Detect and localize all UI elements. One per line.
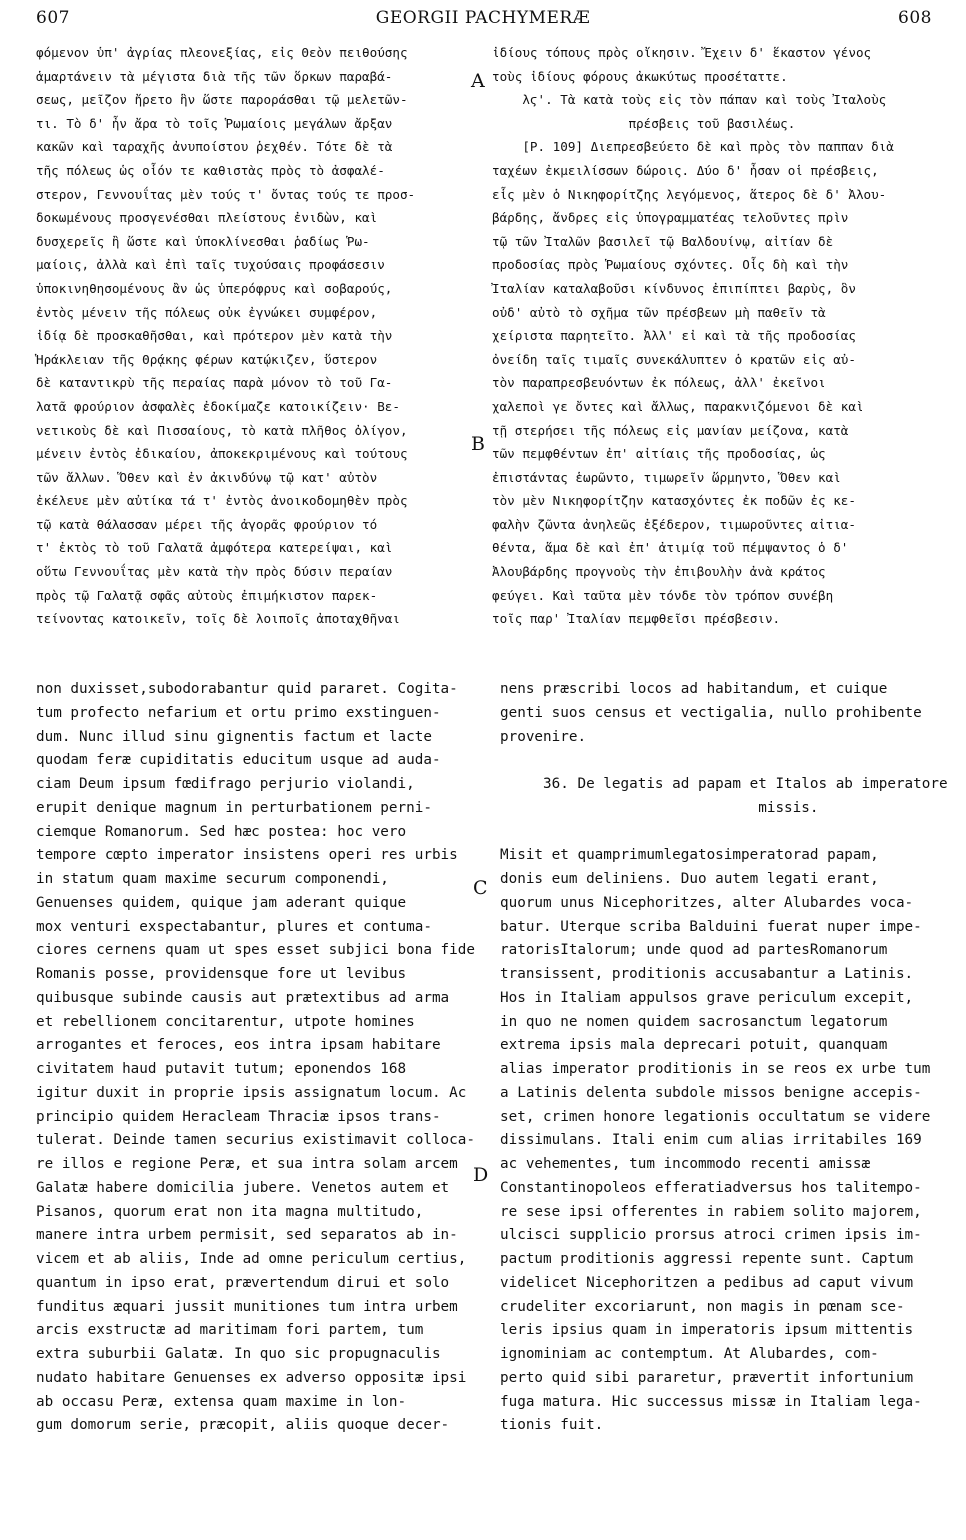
running-title: GEORGII PACHYMERÆ <box>375 8 591 28</box>
latin-column-left: non duxisset,subodorabantur quid pararet. Cogita- tum profecto nefarium et ortu primo exstinguen- dum. Nunc illud sinu gignentis factum et lacte quodam feræ cupiditatis educitum usque ad auda- ciam Deum ipsum fœdifrago perjurio violandi, erupit denique magnum in perturbationem perni- ciemque Romanorum. Sed hæc postea: hoc vero tempore cœpto imperator insistens operi res urbis in statum quam maxime securum componendi, Genuenses quidem, quique jam aderant quique mox venturi exspectabantur, plures et contuma- ciores cernens quam ut spes esset subjici bona fide Romanis posse, providensque fore ut levibus quibusque subinde causis aut prætextibus ad arma et rebellionem concitarentur, utpote homines arrogantes et feroces, eos intra ipsam habitare civitatem haud putavit tutum; eponendos 168 igitur duxit in proprie ipsis assignatum locum. Ac principio quidem Heracleam Thraciæ ipsos trans- tulerat. Deinde tamen securius existimavit colloca- re illos e regione Peræ, et sua intra solam arcem Galatæ habere domicilia jubere. Venetos autem et Pisanos, quorum erat non ita magna multitudo, manere intra urbem permisit, sed separatos ab in- vicem et ab aliis, Inde ad omne periculum certius, quantum in ipso erat, prævertendum dirui et solo funditus æquari jussit munitiones tum intra urbem arcis exstructæ ad maritimam fori partem, tum extra suburbii Galatæ. In quo sic propugnaculis nudato habitare Genuenses ex adverso oppositæ ipsi ab occasu Peræ, extensa quam maxime in lon- gum domorum serie, præcopit, aliis quoque decer- <box>36 681 475 1434</box>
margin-letter-d: D <box>473 1164 489 1186</box>
page-number-left: 607 <box>36 8 70 28</box>
greek-column-right: ἰδίους τόπους πρὸς οἴκησιν. Ἔχειν δ' ἕκαστον γένος τοὺς ἰδίους φόρους ἀκωκύτως προσέταττε. λϛ'. Τὰ κατὰ τοὺς εἰς τὸν πάπαν καὶ τοὺς Ἰταλοὺς πρέσβεις τοῦ βασιλέως. [P. 109] Διεπρεσβεύετο δὲ καὶ πρὸς τὸν παππαν διὰ ταχέων ἐκμειλίσσων δώροις. Δύο δ' ἦσαν οἱ πρέσβεις, εἷς μὲν ὁ Νικηφορίτζης λεγόμενος, ἅτερος δὲ δ' Ἀλου- βάρδης, ἄνδρες εἰς ὑπογραμματέας τελοῦντες πρὶν τῷ τῶν Ἰταλῶν βασιλεῖ τῷ Βαλδουίνῳ, αἰτίαν δὲ προδοσίας πρὸς Ῥωμαίους σχόντες. Οἷς δὴ καὶ τὴν Ἰταλίαν καταλαβοῦσι κίνδυνος ἐπιπίπτει βαρὺς, ὃν οὐδ' αὐτὸ τὸ σχῆμα τῶν πρέσβεων μὴ παθεῖν τὰ χείριστα παρητεῖτο. Ἀλλ' εἰ καὶ τὰ τῆς προδοσίας ὀνείδη ταῖς τιμαῖς συνεκάλυπτεν ὁ κρατῶν εἰς αὐ- τὸν παραπρεσβευόντων ἐκ πόλεως, ἀλλ' ἐκεῖνοι χαλεποὶ γε ὄντες καὶ ἄλλως, παρακνιζόμενοι δὲ καὶ τῇ στερήσει τῆς πόλεως εἰς μανίαν μείζονα, κατὰ τῶν πεμφθέντων ἐπ' αἰτίαις τῆς προδοσίας, ὡς ἐπιστάντας ἑωρῶντο, τιμωρεῖν ὥρμηντο, Ὅθεν καὶ τὸν μὲν Νικηφορίτζην κατασχόντες ἐκ ποδῶν ἐς κε- φαλὴν ζῶντα ἀνηλεῶς ἐξέδερον, τιμωροῦντες αἰτια- θέντα, ἅμα δὲ καὶ ἐπ' ἀτιμίᾳ τοῦ πέμψαντος ὁ δ' Ἀλουβάρδης προγνοὺς τὴν ἐπιβουλὴν ἀνὰ κράτος φεύγει. Καὶ ταῦτα μὲν τόνδε τὸν τρόπον συνέβη τοῖς παρ' Ἰταλίαν πεμφθεῖσι πρέσβεσιν. <box>492 45 894 627</box>
margin-letter-c: C <box>473 877 488 899</box>
greek-column-left: φόμενον ὑπ' ἀγρίας πλεονεξίας, εἰς Θεὸν πειθούσης ἁμαρτάνειν τὰ μέγιστα διὰ τῆς τῶν ὅρκων παραβά- σεως, μεῖζον ἤρετο ἣν ὥστε παροράσθαι τῷ μελετῶν- τι. Τὸ δ' ἦν ἄρα τὸ τοῖς Ῥωμαίοις μεγάλων ἄρξαν κακῶν καὶ ταραχῆς ἀνυποίστου ῥεχθέν. Τότε δὲ τὰ τῆς πόλεως ὡς οἷόν τε καθιστὰς πρὸς τὸ ἀσφαλέ- στερον, Γεννουΐτας μὲν τούς τ' ὄντας τούς τε προσ- δοκωμένους προσγενέσθαι πλείστους ἐνιδὼν, καὶ δυσχερεῖς ἢ ὥστε καὶ ὑποκλίνεσθαι ῥαδίως Ῥω- μαίοις, ἀλλὰ καὶ ἐπὶ ταῖς τυχούσαις προφάσεσιν ὑποκινηθησομένους ἂν ὡς ὑπερόφρυς καὶ σοβαρούς, ἐντὸς μένειν τῆς πόλεως οὐκ ἐγνώκει συμφέρον, ἰδίᾳ δὲ προσκαθῆσθαι, καὶ πρότερον μὲν κατὰ τὴν Ἡράκλειαν τῆς Θρᾴκης φέρων κατῴκιζεν, ὕστερον δὲ καταντικρὺ τῆς περαίας παρὰ μόνον τὸ τοῦ Γα- λατᾶ φρούριον ἀσφαλὲς ἐδοκίμαζε κατοικίζειν· Βε- νετικοὺς δὲ καὶ Πισσαίους, τὸ κατὰ πλῆθος ὀλίγον, μένειν ἐντὸς ἐδικαίου, ἀποκεκριμένους καὶ τούτους τῶν ἄλλων. Ὅθεν καὶ ἐν ἀκινδύνῳ τῷ κατ' αὐτὸν ἐκέλευε μὲν αὐτίκα τά τ' ἐντὸς ἀνοικοδομηθὲν πρὸς τῷ κατὰ θάλασσαν μέρει τῆς ἀγορᾶς φρούριον τό τ' ἐκτὸς τὸ τοῦ Γαλατᾶ ἀμφότερα κατερείψαι, καὶ οὕτω Γεννουΐτας μὲν κατὰ τὴν πρὸς δύσιν περαίαν πρὸς τῷ Γαλατᾷ σφᾶς αὐτοὺς ἐπιμήκιστον παρεκ- τείνοντας κατοικεῖν, τοῖς δὲ λοιποῖς ἀποταχθῆναι <box>36 45 416 627</box>
latin-column-right: nens præscribi locos ad habitandum, et cuique genti suos census et vectigalia, nullo prohibente provenire. 36. De legatis ad papam et Italos ab imperatore missis. Misit et quamprimumlegatosimperatorad papam, donis eum deliniens. Duo autem legati erant, quorum unus Nicephoritzes, alter Alubardes voca- batur. Uterque scriba Balduini fuerat nuper impe- ratorisItalorum; unde quod ad partesRomanorum transissent, proditionis accusabantur a Latinis. Hos in Italiam appulsos grave periculum excepit, in quo ne nomen quidem sacrosanctum legatorum extrema ipsis mala deprecari potuit, quanquam alias imperator proditionis in se reos ex urbe tum a Latinis delenta subdole missos benigne accepis- set, crimen honore legationis occultatum se videre dissimulans. Itali enim cum alias irritabiles 169 ac vehementes, tum incommodo recenti amissæ Constantinopoleos efferatiadversus hos talitempo- re sese ipsi offerentes in rabiem solito majorem, ulcisci supplicio prorsus atroci crimen ipsis im- pactum proditionis aggressi repente sunt. Captum videlicet Nicephoritzen a pedibus ad caput vivum crudeliter excoriarunt, non magis in pœnam sce- leris ipsius quam in imperatoris ipsum mittentis ignominiam ac contemptum. At Alubardes, com- perto quid sibi pararetur, prævertit infortunium fuga matura. Hic successus missæ in Italiam lega- tionis fuit. <box>500 681 948 1434</box>
margin-letter-b: B <box>471 433 485 455</box>
margin-letter-a: A <box>471 70 485 92</box>
page-number-right: 608 <box>898 8 932 28</box>
